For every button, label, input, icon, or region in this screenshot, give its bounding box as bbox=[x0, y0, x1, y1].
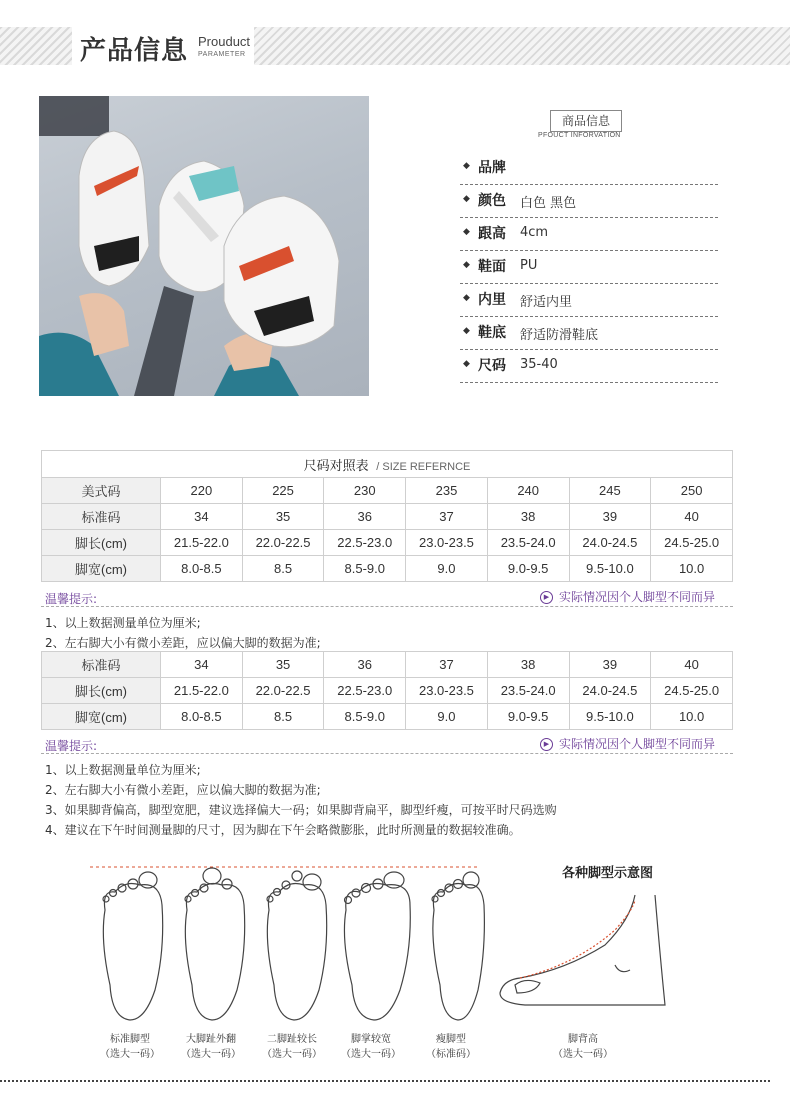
page-title-en-sub: PARAMETER bbox=[198, 51, 246, 58]
table-cell: 230 bbox=[324, 478, 406, 504]
info-value: 舒适内里 bbox=[520, 295, 573, 310]
size-table-title-cn: 尺码对照表 bbox=[303, 457, 369, 473]
foot-type-name: 二脚趾较长 bbox=[267, 1034, 317, 1045]
table-cell: 美式码 bbox=[42, 478, 161, 504]
table-cell: 24.0-24.5 bbox=[569, 530, 651, 556]
info-box-title: 商品信息 bbox=[550, 110, 622, 132]
sneaker-right bbox=[224, 196, 339, 347]
tip-line: 4、建议在下午时间测量脚的尺寸，因为脚在下午会略微膨胀，此时所测量的数据较准确。 bbox=[45, 823, 521, 837]
info-value: 35-40 bbox=[520, 357, 558, 372]
table-cell: 标准码 bbox=[42, 504, 161, 530]
info-key: 内里 bbox=[478, 292, 506, 308]
info-key: 颜色 bbox=[478, 193, 506, 209]
table-cell: 235 bbox=[406, 478, 488, 504]
diamond-icon: ◆ bbox=[463, 194, 470, 204]
foot-diagram bbox=[85, 855, 705, 1025]
tips-right-text: 实际情况因个人脚型不同而异 bbox=[559, 590, 716, 604]
tip-line: 2、左右脚大小有微小差距，应以偏大脚的数据为准; bbox=[45, 636, 321, 650]
table-cell: 38 bbox=[487, 504, 569, 530]
info-key: 品牌 bbox=[478, 160, 506, 176]
table-cell: 35 bbox=[242, 652, 324, 678]
info-value: 舒适防滑鞋底 bbox=[520, 328, 599, 343]
tip-line: 2、左右脚大小有微小差距，应以偏大脚的数据为准; bbox=[45, 783, 321, 797]
foot-type-note: （标准码） bbox=[426, 1049, 476, 1060]
foot-caption bbox=[247, 1032, 337, 1062]
foot-type-name: 瘦脚型 bbox=[436, 1034, 466, 1045]
table-cell: 220 bbox=[161, 478, 243, 504]
table-cell: 8.5-9.0 bbox=[324, 704, 406, 730]
foot-type-name: 脚掌较宽 bbox=[351, 1034, 391, 1045]
foot-type-name: 大脚趾外翻 bbox=[186, 1034, 236, 1045]
info-box-subtitle: PFOUCT INFORVATION bbox=[538, 132, 621, 139]
tip-line: 1、以上数据测量单位为厘米; bbox=[45, 763, 201, 777]
diamond-icon: ◆ bbox=[463, 326, 470, 336]
info-row bbox=[460, 317, 718, 350]
table-cell: 脚长(cm) bbox=[42, 530, 161, 556]
table-cell: 23.5-24.0 bbox=[487, 678, 569, 704]
table-cell: 37 bbox=[406, 652, 488, 678]
table-cell: 9.5-10.0 bbox=[569, 704, 651, 730]
info-row bbox=[460, 218, 718, 251]
table-cell: 21.5-22.0 bbox=[161, 530, 243, 556]
table-cell: 39 bbox=[569, 504, 651, 530]
foot-caption bbox=[85, 1032, 175, 1062]
foot-caption bbox=[538, 1032, 628, 1062]
table-cell: 38 bbox=[487, 652, 569, 678]
info-value: PU bbox=[520, 258, 538, 273]
diamond-icon: ◆ bbox=[463, 260, 470, 270]
info-row bbox=[460, 185, 718, 218]
table-row bbox=[42, 556, 733, 582]
foot-caption bbox=[166, 1032, 256, 1062]
table-cell: 22.5-23.0 bbox=[324, 530, 406, 556]
foot-long-second-toe-icon bbox=[267, 871, 327, 1020]
sneaker-left bbox=[79, 131, 149, 286]
table-cell: 40 bbox=[651, 652, 733, 678]
info-key: 尺码 bbox=[478, 358, 506, 374]
table-row bbox=[42, 678, 733, 704]
table-cell: 36 bbox=[324, 652, 406, 678]
bottom-divider bbox=[0, 1080, 770, 1082]
diamond-icon: ◆ bbox=[463, 227, 470, 237]
foot-standard-icon bbox=[103, 872, 163, 1020]
foot-caption bbox=[406, 1032, 496, 1062]
size-table-2 bbox=[41, 651, 733, 730]
circle-arrow-icon: ▶ bbox=[540, 738, 553, 751]
info-value: 4cm bbox=[520, 225, 549, 240]
foot-bunion-icon bbox=[185, 868, 245, 1020]
size-table-title-en: / SIZE REFERNCE bbox=[376, 460, 471, 473]
table-cell: 36 bbox=[324, 504, 406, 530]
table-row bbox=[42, 530, 733, 556]
foot-type-note: （选大一码） bbox=[181, 1049, 241, 1060]
foot-type-note: （选大一码） bbox=[341, 1049, 401, 1060]
table-cell: 21.5-22.0 bbox=[161, 678, 243, 704]
page-title-en: Prouduct bbox=[198, 34, 251, 49]
product-photo bbox=[39, 96, 369, 396]
foot-high-instep-icon bbox=[500, 895, 665, 1005]
size-table bbox=[41, 450, 733, 582]
table-cell: 40 bbox=[651, 504, 733, 530]
diamond-icon: ◆ bbox=[463, 359, 470, 369]
table-cell: 10.0 bbox=[651, 556, 733, 582]
table-cell: 标准码 bbox=[42, 652, 161, 678]
table-cell: 23.5-24.0 bbox=[487, 530, 569, 556]
table-cell: 23.0-23.5 bbox=[406, 530, 488, 556]
tips-label: 温馨提示: bbox=[45, 739, 98, 753]
table-cell: 8.5 bbox=[242, 704, 324, 730]
table-cell: 245 bbox=[569, 478, 651, 504]
tips-right-note bbox=[540, 735, 715, 752]
table-cell: 240 bbox=[487, 478, 569, 504]
foot-type-name: 脚背高 bbox=[568, 1034, 598, 1045]
foot-wide-icon bbox=[344, 872, 410, 1020]
info-key: 鞋面 bbox=[478, 259, 506, 275]
table-row bbox=[42, 504, 733, 530]
table-row bbox=[42, 704, 733, 730]
size-table-title bbox=[42, 451, 733, 478]
table-cell: 8.5 bbox=[242, 556, 324, 582]
table-row bbox=[42, 478, 733, 504]
table-cell: 22.0-22.5 bbox=[242, 678, 324, 704]
table-cell: 8.0-8.5 bbox=[161, 556, 243, 582]
table-cell: 22.5-23.0 bbox=[324, 678, 406, 704]
table-cell: 9.0-9.5 bbox=[487, 704, 569, 730]
table-cell: 24.5-25.0 bbox=[651, 678, 733, 704]
divider bbox=[41, 753, 733, 754]
foot-type-name: 标准脚型 bbox=[110, 1034, 150, 1045]
table-cell: 9.0 bbox=[406, 556, 488, 582]
page-title: 产品信息 bbox=[80, 36, 189, 66]
tips-right-note bbox=[540, 588, 715, 605]
info-key: 鞋底 bbox=[478, 325, 506, 341]
table-row bbox=[42, 652, 733, 678]
table-cell: 24.5-25.0 bbox=[651, 530, 733, 556]
info-value: 白色 黑色 bbox=[520, 196, 577, 211]
table-cell: 34 bbox=[161, 652, 243, 678]
foot-diagram-title: 各种脚型示意图 bbox=[562, 866, 654, 881]
table-cell: 37 bbox=[406, 504, 488, 530]
circle-arrow-icon: ▶ bbox=[540, 591, 553, 604]
table-cell: 脚长(cm) bbox=[42, 678, 161, 704]
foot-type-note: （选大一码） bbox=[262, 1049, 322, 1060]
info-row bbox=[460, 350, 718, 383]
diamond-icon: ◆ bbox=[463, 293, 470, 303]
table-cell: 22.0-22.5 bbox=[242, 530, 324, 556]
table-cell: 39 bbox=[569, 652, 651, 678]
info-row bbox=[460, 284, 718, 317]
table-cell: 脚宽(cm) bbox=[42, 556, 161, 582]
table-cell: 23.0-23.5 bbox=[406, 678, 488, 704]
tip-line: 3、如果脚背偏高，脚型宽肥，建议选择偏大一码；如果脚背扁平，脚型纤瘦，可按平时尺码选购 bbox=[45, 803, 557, 817]
table-cell: 35 bbox=[242, 504, 324, 530]
tip-line: 1、以上数据测量单位为厘米; bbox=[45, 616, 201, 630]
foot-caption bbox=[326, 1032, 416, 1062]
tips-label: 温馨提示: bbox=[45, 592, 98, 606]
table-cell: 225 bbox=[242, 478, 324, 504]
table-cell: 8.0-8.5 bbox=[161, 704, 243, 730]
table-cell: 9.5-10.0 bbox=[569, 556, 651, 582]
divider bbox=[41, 606, 733, 607]
table-cell: 8.5-9.0 bbox=[324, 556, 406, 582]
table-cell: 24.0-24.5 bbox=[569, 678, 651, 704]
foot-type-note: （选大一码） bbox=[553, 1049, 613, 1060]
diamond-icon: ◆ bbox=[463, 161, 470, 171]
table-cell: 34 bbox=[161, 504, 243, 530]
foot-slim-icon bbox=[432, 872, 484, 1020]
table-cell: 9.0-9.5 bbox=[487, 556, 569, 582]
info-row bbox=[460, 251, 718, 284]
info-key: 跟高 bbox=[478, 226, 506, 242]
foot-type-note: （选大一码） bbox=[100, 1049, 160, 1060]
tips-right-text: 实际情况因个人脚型不同而异 bbox=[559, 737, 716, 751]
table-cell: 脚宽(cm) bbox=[42, 704, 161, 730]
info-row bbox=[460, 152, 718, 185]
table-cell: 9.0 bbox=[406, 704, 488, 730]
table-cell: 10.0 bbox=[651, 704, 733, 730]
table-cell: 250 bbox=[651, 478, 733, 504]
